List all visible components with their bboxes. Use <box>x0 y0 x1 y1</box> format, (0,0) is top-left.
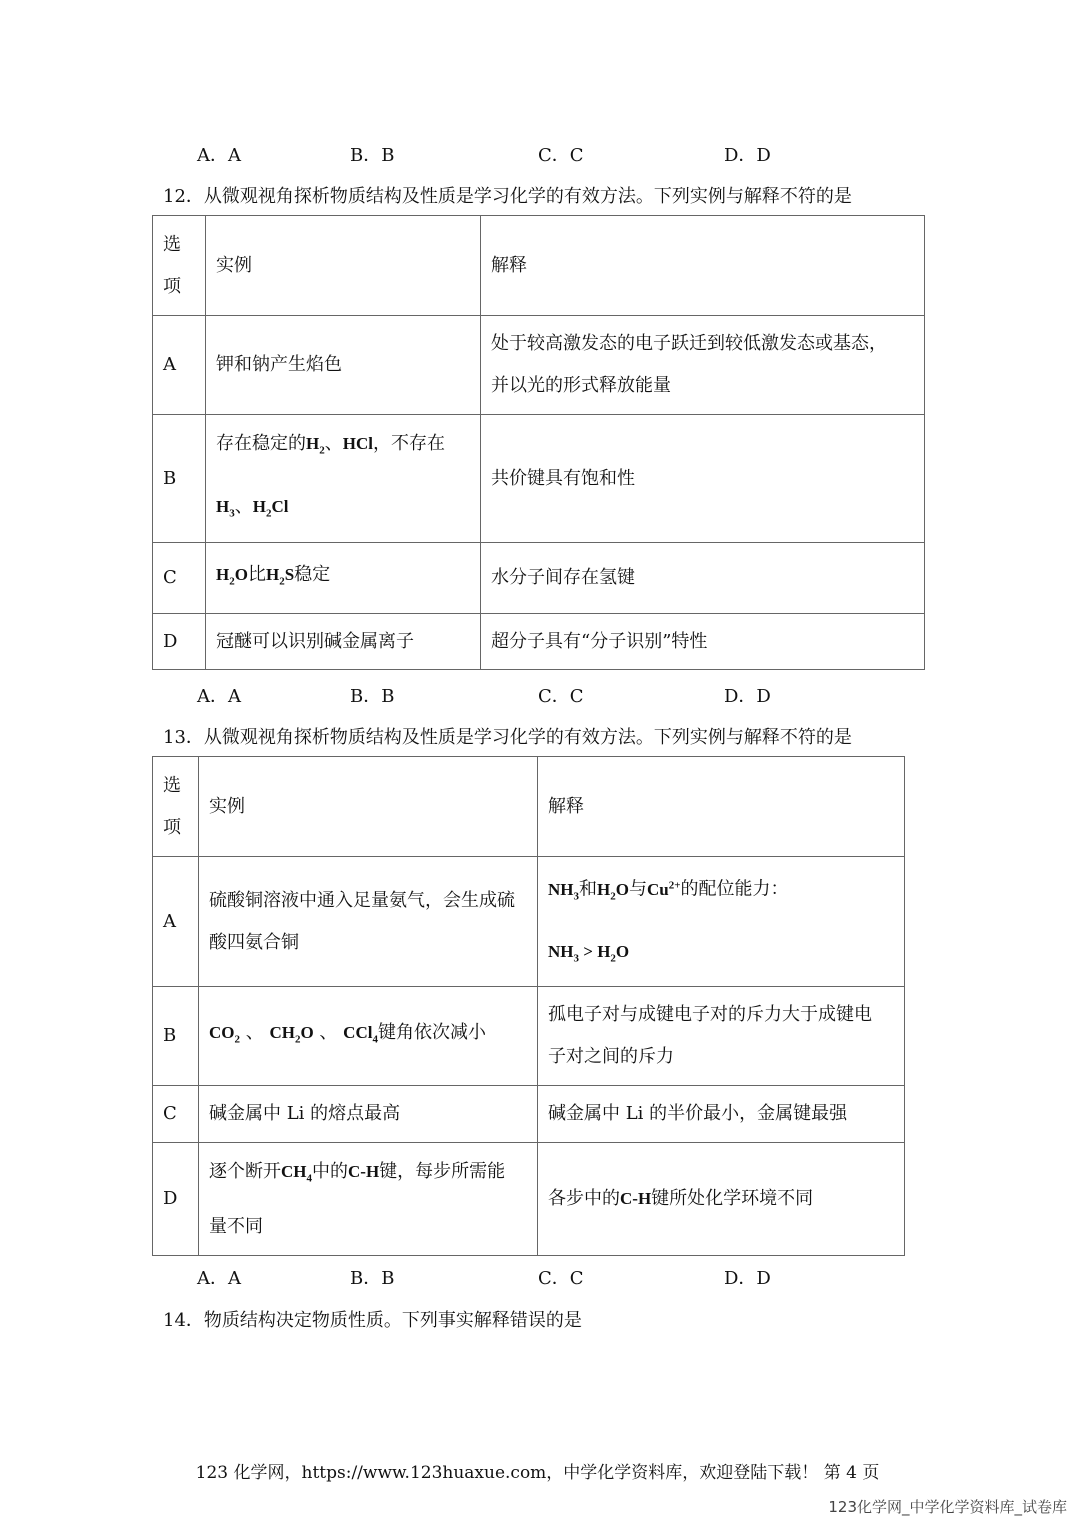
row-explanation: $NH_3$和$H_2O$与$Cu^{2+}$的配位能力： $NH_3 > H_2O$ <box>538 857 905 987</box>
question-12-text: 12．从微观视角探析物质结构及性质是学习化学的有效方法。下列实例与解释不符的是 <box>163 186 852 207</box>
row-explanation: 各步中的C-H键所处化学环境不同 <box>538 1143 905 1256</box>
row-example: $H_2O$比$H_2S$稳定 <box>206 543 481 614</box>
table-row-c <box>153 543 925 614</box>
table-row-b <box>153 415 925 543</box>
table-row-d <box>153 1143 905 1256</box>
header-explanation: 解释 <box>481 216 925 316</box>
option-b[interactable]: B．B <box>350 686 395 707</box>
option-d[interactable]: D．D <box>724 145 771 166</box>
question-13-table <box>152 756 905 1256</box>
row-example: 硫酸铜溶液中通入足量氨气，会生成硫 酸四氨合铜 <box>199 857 538 987</box>
row-explanation: 共价键具有饱和性 <box>481 415 925 543</box>
row-example: 碱金属中 Li 的熔点最高 <box>199 1086 538 1143</box>
header-option: 选 项 <box>153 757 199 857</box>
answer-options-q12 <box>197 682 897 706</box>
row-explanation: 水分子间存在氢键 <box>481 543 925 614</box>
row-example: 钾和钠产生焰色 <box>206 316 481 415</box>
table-row-b <box>153 987 905 1086</box>
row-label: A <box>153 316 206 415</box>
answer-options-q13 <box>197 1264 897 1288</box>
row-label: A <box>153 857 199 987</box>
header-example: 实例 <box>206 216 481 316</box>
row-explanation: 处于较高激发态的电子跃迁到较低激发态或基态， 并以光的形式释放能量 <box>481 316 925 415</box>
table-row-d <box>153 614 925 670</box>
answer-options-q11 <box>197 141 897 165</box>
option-c[interactable]: C．C <box>538 145 584 166</box>
row-label: D <box>153 614 206 670</box>
option-d[interactable]: D．D <box>724 1268 771 1289</box>
row-example: 逐个断开$CH_4$中的C-H键，每步所需能 量不同 <box>199 1143 538 1256</box>
row-example: $CO_2$ 、 $CH_2O$ 、 CCl$_4$键角依次减小 <box>199 987 538 1086</box>
row-example: 存在稳定的$H_2$、HCl，不存在 $H_3$、$H_2Cl$ <box>206 415 481 543</box>
page-footer: 123 化学网，https://www.123huaxue.com，中学化学资料库，欢迎登陆下载！ 第 4 页 <box>195 1463 880 1483</box>
option-c[interactable]: C．C <box>538 1268 584 1289</box>
table-row-a <box>153 857 905 987</box>
question-14-text: 14．物质结构决定物质性质。下列事实解释错误的是 <box>163 1310 582 1331</box>
question-12-table <box>152 215 925 670</box>
header-example: 实例 <box>199 757 538 857</box>
table-header-row <box>153 216 925 316</box>
option-a[interactable]: A．A <box>197 1268 241 1289</box>
row-explanation: 碱金属中 Li 的半价最小，金属键最强 <box>538 1086 905 1143</box>
option-d[interactable]: D．D <box>724 686 771 707</box>
row-label: B <box>153 987 199 1086</box>
option-c[interactable]: C．C <box>538 686 584 707</box>
option-a[interactable]: A．A <box>197 686 241 707</box>
row-label: D <box>153 1143 199 1256</box>
watermark: 123化学网_中学化学资料库_试卷库 <box>828 1498 1067 1516</box>
header-explanation: 解释 <box>538 757 905 857</box>
option-b[interactable]: B．B <box>350 1268 395 1289</box>
row-example: 冠醚可以识别碱金属离子 <box>206 614 481 670</box>
option-a[interactable]: A．A <box>197 145 241 166</box>
table-row-a <box>153 316 925 415</box>
row-label: C <box>153 543 206 614</box>
row-explanation: 孤电子对与成键电子对的斥力大于成键电 子对之间的斥力 <box>538 987 905 1086</box>
header-option: 选 项 <box>153 216 206 316</box>
option-b[interactable]: B．B <box>350 145 395 166</box>
row-explanation: 超分子具有“分子识别”特性 <box>481 614 925 670</box>
question-13-text: 13．从微观视角探析物质结构及性质是学习化学的有效方法。下列实例与解释不符的是 <box>163 727 852 748</box>
row-label: C <box>153 1086 199 1143</box>
table-row-c <box>153 1086 905 1143</box>
table-header-row <box>153 757 905 857</box>
row-label: B <box>153 415 206 543</box>
